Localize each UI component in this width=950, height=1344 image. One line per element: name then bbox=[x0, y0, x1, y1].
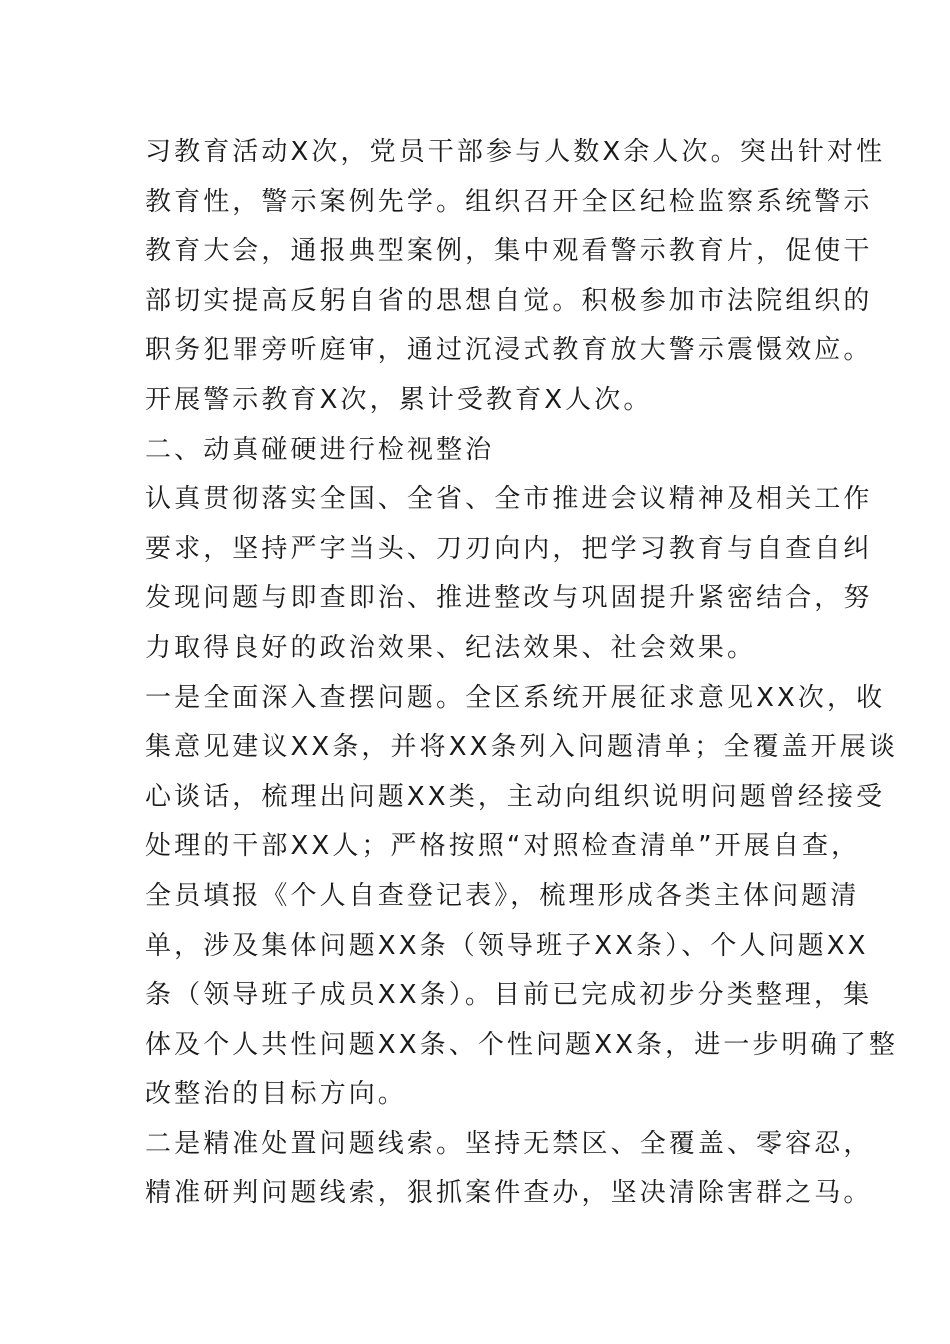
text-line-19: 体及个人共性问题XX条、个性问题XX条，进一步明确了整 bbox=[145, 1029, 898, 1060]
text-line-8: 认真贯彻落实全国、全省、全市推进会议精神及相关工作 bbox=[145, 484, 873, 515]
text-line-17: 单，涉及集体问题XX条（领导班子XX条）、个人问题XX bbox=[145, 930, 869, 961]
text-line-15: 处理的干部XX人；严格按照“对照检查清单”开展自查， bbox=[145, 831, 861, 862]
text-line-2: 教育性，警示案例先学。组织召开全区纪检监察系统警示 bbox=[145, 186, 873, 217]
text-line-20: 改整治的目标方向。 bbox=[145, 1079, 407, 1110]
text-line-10: 发现问题与即查即治、推进整改与巩固提升紧密结合，努 bbox=[145, 583, 873, 614]
section-heading: 二、动真碰硬进行检视整治 bbox=[145, 434, 495, 465]
text-line-22: 精准研判问题线索，狠抓案件查办，坚决清除害群之马。 bbox=[145, 1178, 873, 1209]
text-line-13: 集意见建议XX条，并将XX条列入问题清单；全覆盖开展谈 bbox=[145, 732, 898, 763]
text-line-5: 职务犯罪旁听庭审，通过沉浸式教育放大警示震慑效应。 bbox=[145, 335, 873, 366]
text-line-6: 开展警示教育X次，累计受教育X人次。 bbox=[145, 384, 653, 415]
text-line-4: 部切实提高反躬自省的思想自觉。积极参加市法院组织的 bbox=[145, 285, 873, 316]
text-line-1: 习教育活动X次，党员干部参与人数X余人次。突出针对性 bbox=[145, 137, 886, 167]
text-line-16: 全员填报《个人自查登记表》，梳理形成各类主体问题清 bbox=[145, 880, 860, 911]
text-line-12: 一是全面深入查摆问题。全区系统开展征求意见XX次，收 bbox=[145, 682, 886, 713]
text-line-21: 二是精准处置问题线索。坚持无禁区、全覆盖、零容忍， bbox=[145, 1128, 873, 1159]
text-line-11: 力取得良好的政治效果、纪法效果、社会效果。 bbox=[145, 632, 757, 663]
document-body bbox=[145, 128, 898, 1219]
text-line-9: 要求，坚持严字当头、刀刃向内，把学习教育与自查自纠 bbox=[145, 533, 873, 564]
text-line-14: 心谈话，梳理出问题XX类，主动向组织说明问题曾经接受 bbox=[145, 781, 886, 812]
text-line-3: 教育大会，通报典型案例，集中观看警示教育片，促使干 bbox=[145, 236, 873, 267]
text-line-18: 条（领导班子成员XX条）。目前已完成初步分类整理，集 bbox=[145, 980, 873, 1011]
